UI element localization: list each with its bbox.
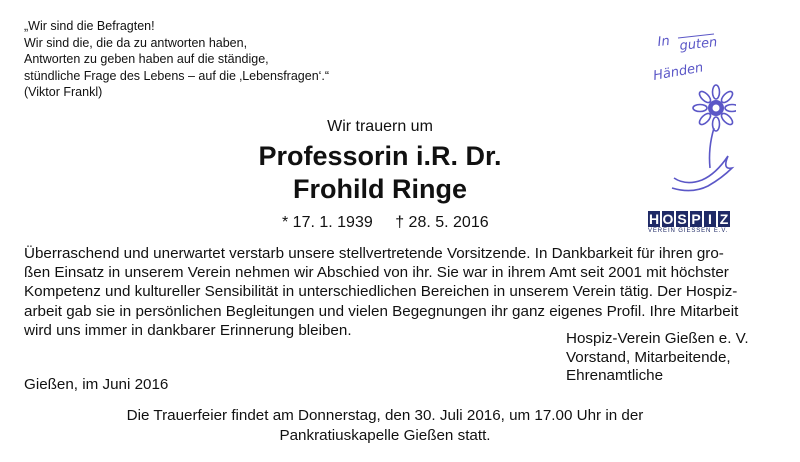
hospiz-subtitle: VEREIN GIESSEN E.V. xyxy=(648,228,729,234)
logo-text xyxy=(652,34,718,84)
hospiz-letter: H xyxy=(648,211,660,227)
logo-word-guten: guten xyxy=(678,35,719,54)
hospiz-logo xyxy=(648,211,743,237)
deceased-name xyxy=(0,140,760,206)
name-line-title: Professorin i.R. Dr. xyxy=(258,141,502,171)
hospiz-letter: P xyxy=(691,211,701,227)
quote-author: (Viktor Frankl) xyxy=(24,85,103,99)
signature-block xyxy=(566,330,749,386)
logo-word-in: In xyxy=(656,33,671,50)
funeral-info xyxy=(0,406,770,445)
hospiz-letter: Z xyxy=(719,211,729,227)
death-date: † 28. 5. 2016 xyxy=(395,214,489,231)
body-line: ßen Einsatz in unserem Verein nehmen wir Abschied von ihr. Sie war in ihrem Amt seit 2001 mit höchster xyxy=(24,264,729,282)
funeral-line: Pankratiuskapelle Gießen statt. xyxy=(279,426,491,444)
hospiz-letter: S xyxy=(677,211,687,227)
hospiz-letter: I xyxy=(704,211,716,227)
hospiz-wordmark xyxy=(648,211,743,227)
intro-text: Wir trauern um xyxy=(327,118,433,135)
name-line-name: Frohild Ringe xyxy=(293,174,467,204)
body-line: arbeit gab sie in persönlichen Begleitungen und vielen Begegnungen ihr ganz eigenes Profil. Ihre Mitarbeit xyxy=(24,302,739,320)
quote-line: stündliche Frage des Lebens – auf die ‚Lebensfragen‘.“ xyxy=(24,68,330,83)
body-line: Überraschend und unerwartet verstarb unsere stellvertretende Vorsitzende. In Dankbarkeit für ihren gro- xyxy=(24,245,724,262)
signature-line: Ehrenamtliche xyxy=(566,367,664,384)
logo-word-haenden: Händen xyxy=(652,60,705,84)
life-dates xyxy=(282,214,507,232)
quote-line: „Wir sind die Befragten! xyxy=(24,19,155,33)
signature-line: Vorstand, Mitarbeitende, xyxy=(566,348,731,366)
place-date: Gießen, im Juni 2016 xyxy=(24,376,169,393)
quote-line: Wir sind die, die da zu antworten haben, xyxy=(24,35,248,50)
hospiz-letter: O xyxy=(662,211,674,227)
funeral-line: Die Trauerfeier findet am Donnerstag, den 30. Juli 2016, um 17.00 Uhr in der xyxy=(126,407,644,424)
quote-block xyxy=(24,18,354,101)
body-line: wird uns immer in dankbarer Erinnerung bleiben. xyxy=(24,321,352,339)
birth-date: * 17. 1. 1939 xyxy=(282,214,373,231)
signature-line: Hospiz-Verein Gießen e. V. xyxy=(566,330,749,347)
obituary-body xyxy=(24,244,780,340)
quote-line: Antworten zu geben haben auf die ständige, xyxy=(24,52,269,66)
body-line: Kompetenz und kultureller Sensibilität in unterschiedlichen Bereichen in unserem Verein tätig. Der Hospiz- xyxy=(24,283,738,301)
